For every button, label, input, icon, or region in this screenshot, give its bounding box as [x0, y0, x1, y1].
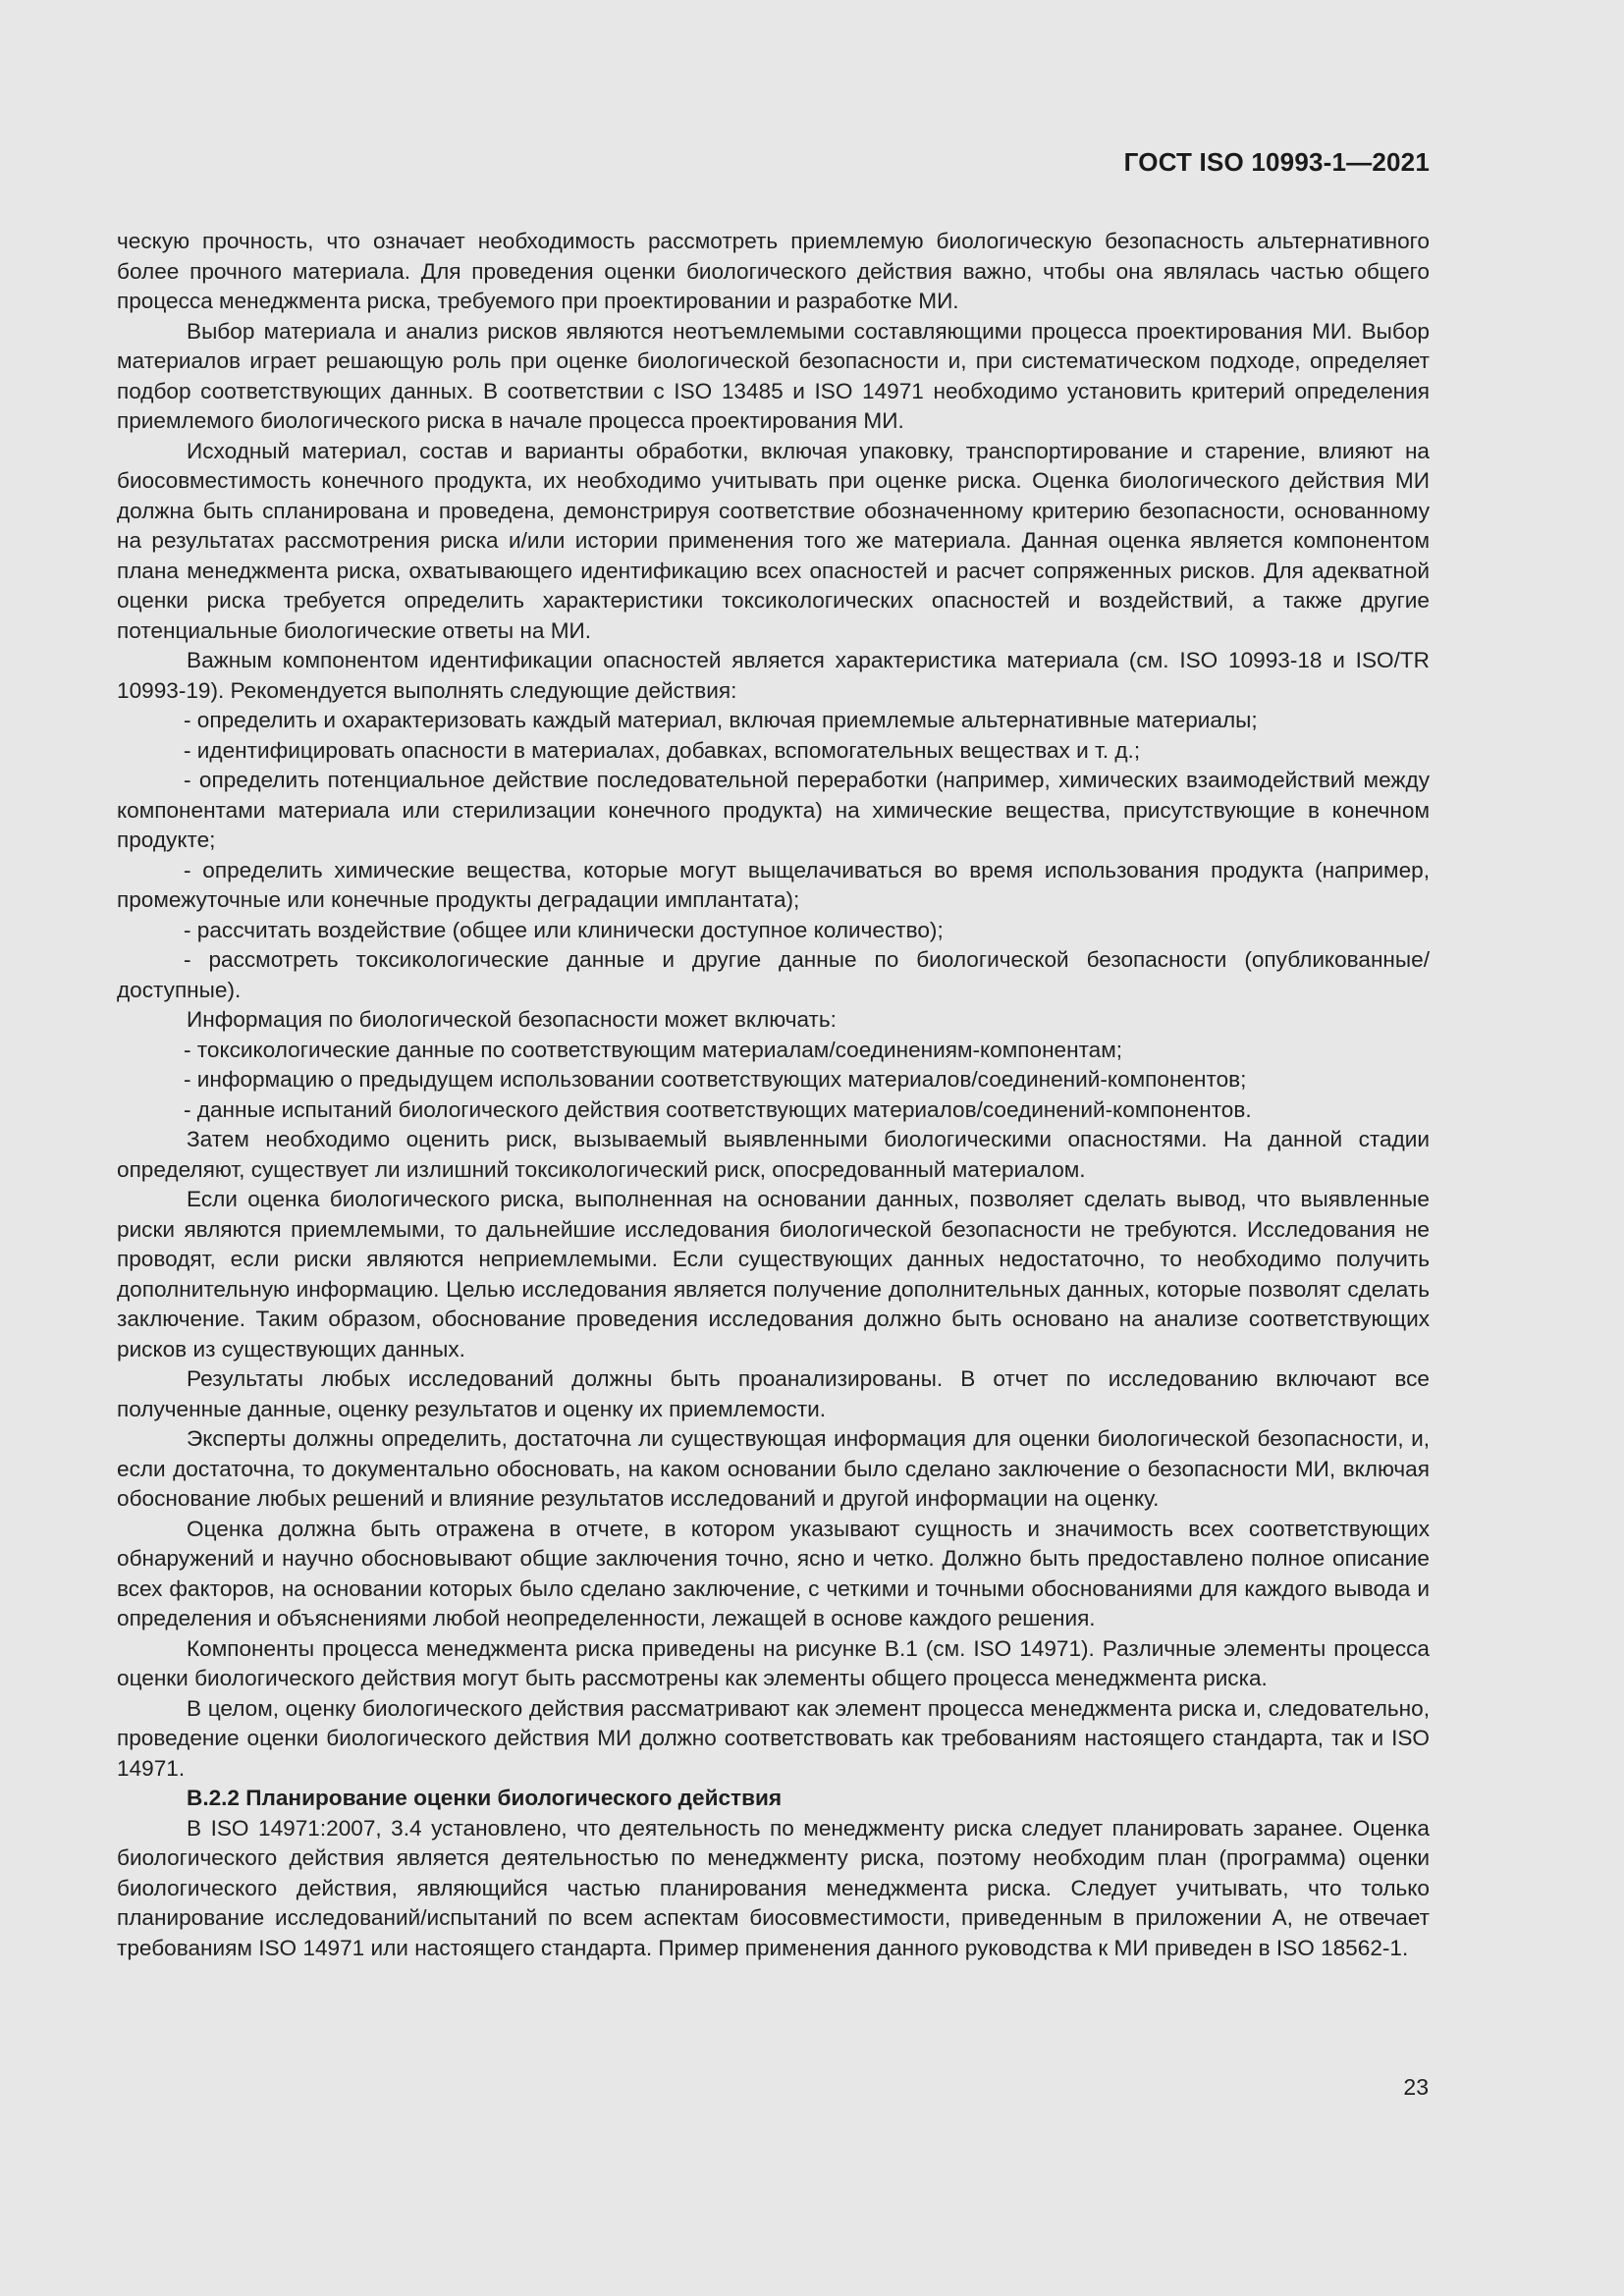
paragraph: В целом, оценку биологического действия рассматривают как элемент процесса менеджмента риска и, следовательно, проведение оценки биологического действия МИ должно соответствовать как требованиям настоящего стандарта, так и ISO 14971. — [117, 1695, 1430, 1781]
paragraph: Важным компонентом идентификации опасностей является характеристика материала (см. ISO 10993-18 и ISO/TR 10993-19). Рекомендуется выполнять следующие действия: — [117, 648, 1430, 703]
page-number: 23 — [1403, 2074, 1429, 2100]
list-item: - определить потенциальное действие последовательной переработки (например, химических взаимодействий между компонентами материала или стерилизации конечного продукта) на химические вещества, присутствующие в конечном продукте; — [117, 768, 1430, 852]
paragraph: В ISO 14971:2007, 3.4 установлено, что деятельность по менеджменту риска следует планировать заранее. Оценка биологического действия является деятельностью по менеджменту риска, поэтому необходим план (программа) оценки биологического действия, являющийся частью планирования менеджмента риска. Следует учитывать, что только планирование исследований/испытаний по всем аспектам биосовместимости, приведенным в приложении А, не отвечает требованиям ISO 14971 или настоящего стандарта. Пример применения данного руководства к МИ приведен в ISO 18562-1. — [117, 1815, 1430, 1960]
list-item: - определить и охарактеризовать каждый материал, включая приемлемые альтернативные материалы; — [184, 708, 1258, 732]
paragraph: Если оценка биологического риска, выполненная на основании данных, позволяет сделать вывод, что выявленные риски являются приемлемыми, то дальнейшие исследования биологической безопасности не требуются. Исследования не проводят, если риски являются неприемлемыми. Если существующих данных недостаточно, то необходимо получить дополнительную информацию. Целью исследования является получение дополнительных данных, которые позволят сделать заключение. Таким образом, обоснование проведения исследования должно быть основано на анализе соответствующих рисков из существующих данных. — [117, 1187, 1430, 1362]
paragraph: Затем необходимо оценить риск, вызываемый выявленными биологическими опасностями. На данной стадии определяют, существует ли излишний токсикологический риск, опосредованный материалом. — [117, 1127, 1430, 1182]
document-body — [117, 227, 1430, 1963]
list-item: - информацию о предыдущем использовании соответствующих материалов/соединений-компонентов; — [184, 1067, 1247, 1092]
paragraph: Эксперты должны определить, достаточна ли существующая информация для оценки биологической безопасности, и, если достаточна, то документально обосновать, на каком основании было сделано заключение о безопасности МИ, включая обоснование любых решений и влияние результатов исследований и другой информации на оценку. — [117, 1426, 1430, 1511]
list-item: - рассмотреть токсикологические данные и другие данные по биологической безопасности (опубликованные/доступные). — [117, 947, 1430, 1002]
list-item: - данные испытаний биологического действия соответствующих материалов/соединений-компонентов. — [184, 1096, 1252, 1122]
paragraph: Выбор материала и анализ рисков являются неотъемлемыми составляющими процесса проектирования МИ. Выбор материалов играет решающую роль при оценке биологической безопасности и, при систематическом подходе, определяет подбор соответствующих данных. В соответствии с ISO 13485 и ISO 14971 необходимо установить критерий определения приемлемого биологического риска в начале процесса проектирования МИ. — [117, 318, 1430, 433]
list-item: - рассчитать воздействие (общее или клинически доступное количество); — [184, 917, 944, 942]
paragraph: Информация по биологической безопасности может включать: — [187, 1007, 837, 1032]
paragraph: Исходный материал, состав и варианты обработки, включая упаковку, транспортирование и старение, влияют на биосовместимость конечного продукта, их необходимо учитывать при оценке риска. Оценка биологического действия МИ должна быть спланирована и проведена, демонстрируя соответствие обозначенному критерию безопасности, основанному на результатах рассмотрения риска и/или истории применения того же материала. Данная оценка является компонентом плана менеджмента риска, охватывающего идентификацию всех опасностей и расчет сопряженных рисков. Для адекватной оценки риска требуется определить характеристики токсикологических опасностей и воздействий, а также другие потенциальные биологические ответы на МИ. — [117, 438, 1430, 643]
paragraph: Результаты любых исследований должны быть проанализированы. В отчет по исследованию включают все полученные данные, оценку результатов и оценку их приемлемости. — [117, 1366, 1430, 1421]
list-item: - идентифицировать опасности в материалах, добавках, вспомогательных веществах и т. д.; — [184, 737, 1141, 763]
paragraph: Оценка должна быть отражена в отчете, в котором указывают сущность и значимость всех соответствующих обнаружений и научно обосновывают общие заключения точно, ясно и четко. Должно быть предоставлено полное описание всех факторов, на основании которых было сделано заключение, с четкими и точными обоснованиями для каждого вывода и определения и объяснениями любой неопределенности, лежащей в основе каждого решения. — [117, 1516, 1430, 1630]
list-item: - токсикологические данные по соответствующим материалам/соединениям-компонентам; — [184, 1037, 1123, 1062]
list-item: - определить химические вещества, которые могут выщелачиваться во время использования продукта (например, промежуточные или конечные продукты деградации имплантата); — [117, 857, 1430, 912]
paragraph: Компоненты процесса менеджмента риска приведены на рисунке В.1 (см. ISO 14971). Различные элементы процесса оценки биологического действия могут быть рассмотрены как элементы общего процесса менеджмента риска. — [117, 1635, 1430, 1690]
paragraph-continuation: ческую прочность, что означает необходимость рассмотреть приемлемую биологическую безопасность альтернативного более прочного материала. Для проведения оценки биологического действия важно, чтобы она являлась частью общего процесса менеджмента риска, требуемого при проектировании и разработке МИ. — [117, 229, 1430, 313]
standard-header: ГОСТ ISO 10993-1—2021 — [1123, 147, 1430, 177]
section-heading: В.2.2 Планирование оценки биологического действия — [187, 1786, 783, 1810]
